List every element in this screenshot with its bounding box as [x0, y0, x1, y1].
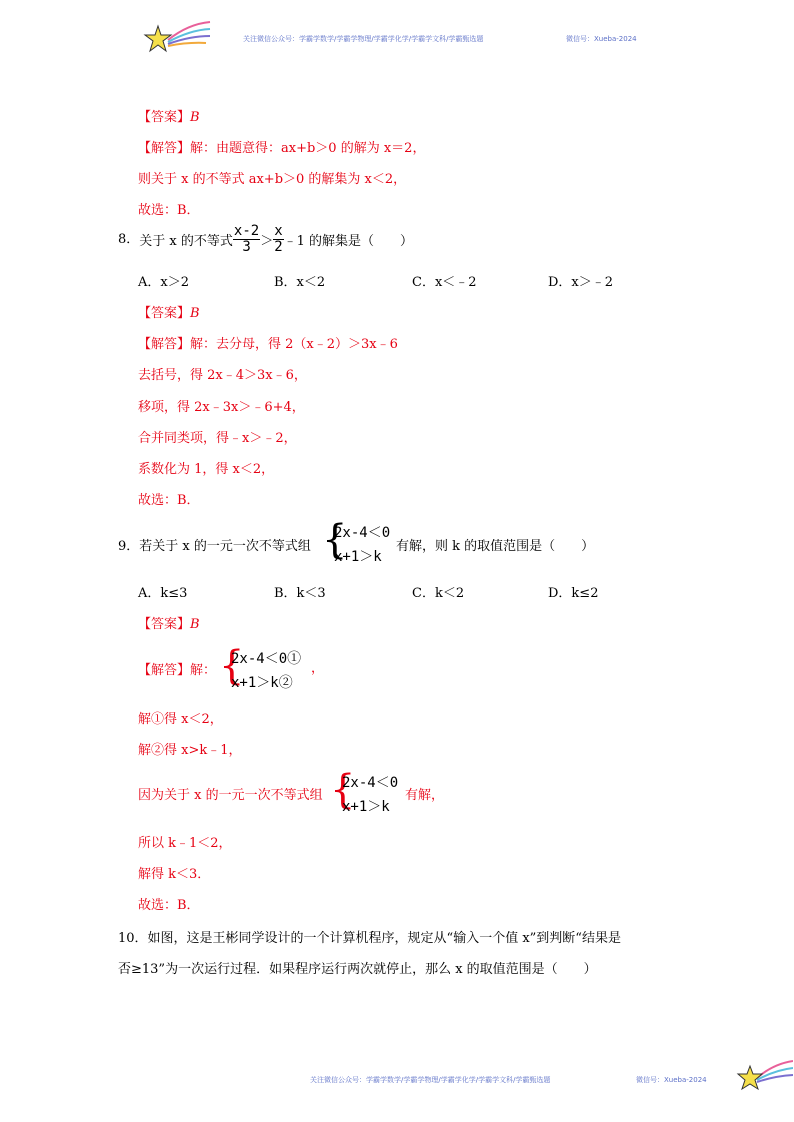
shooting-star-icon: [733, 1058, 793, 1098]
fraction-denominator: 2: [274, 239, 283, 255]
answer-letter: B: [190, 110, 200, 125]
q9-stem-a: [118, 535, 311, 554]
q8-solution-line-6: 故选：B．: [138, 493, 200, 508]
q8-option-d: D．x＞﹣2: [548, 275, 614, 290]
q9-solution-line-5: 解得 k＜3．: [138, 867, 211, 882]
fraction-2: [273, 224, 283, 255]
system-row-2: x+1＞k: [342, 799, 390, 815]
answer-tag: 【答案】: [138, 617, 191, 632]
q10-stem-line-2: 否≥13”为一次运行过程．如果程序运行两次就停止，那么 x 的取值范围是（ ）: [118, 962, 597, 977]
q7-answer-line: [138, 106, 200, 125]
header-wechat: 微信号：Xueba-2024: [566, 35, 637, 43]
stem-text: ﹣1 的解集是（ ）: [283, 234, 414, 249]
question-number: 9．: [118, 539, 140, 554]
stem-text: 如图，这是王彬同学设计的一个计算机程序，规定从“输入一个值 x”到判断“结果是: [147, 931, 621, 946]
stem-text: 关于 x 的不等式: [139, 234, 233, 249]
solution-tag: 【解答】: [138, 337, 191, 352]
system-row-1: 2x-4＜0: [334, 525, 391, 541]
system-row-1: 2x-4＜0: [342, 775, 399, 791]
q7-solution-line: [138, 137, 425, 156]
footer-wechat: 微信号：Xueba-2024: [636, 1076, 707, 1084]
q8-solution-line-2: 去括号，得 2x﹣4＞3x﹣6，: [138, 368, 307, 383]
q7-solution-line-2: 则关于 x 的不等式 ax+b＞0 的解集为 x＜2，: [138, 172, 407, 187]
q9-solution-line-4: 所以 k﹣1＜2，: [138, 836, 232, 851]
q8-solution-line-5: 系数化为 1，得 x＜2，: [138, 462, 275, 477]
q9-solution-line-6: 故选：B．: [138, 898, 200, 913]
answer-letter: B: [190, 306, 200, 321]
system-brace: {: [322, 517, 348, 563]
q9-answer-line: [138, 613, 200, 632]
shooting-star-icon: [140, 18, 212, 60]
answer-letter: B: [190, 617, 200, 632]
answer-tag: 【答案】: [138, 110, 191, 125]
q8-solution-line: [138, 333, 398, 352]
answer-tag: 【答案】: [138, 306, 191, 321]
solution-text: 解：由题意得：ax+b＞0 的解为 x＝2，: [190, 141, 426, 156]
q7-solution-line-3: 故选：B．: [138, 203, 200, 218]
q9-solution-line-3b: 有解，: [405, 788, 445, 803]
q8-option-c: C．x＜﹣2: [412, 275, 477, 290]
fraction-numerator: x: [274, 223, 283, 239]
q9-solution-line-2: 解②得 x>k﹣1，: [138, 743, 242, 758]
q9-option-a: A．k≤3: [138, 586, 188, 601]
system-brace: {: [330, 767, 356, 813]
header-text: 关注微信公众号：学霸学数学/学霸学物理/学霸学化学/学霸学文科/学霸甄选题: [243, 35, 484, 43]
q8-solution-line-3: 移项，得 2x﹣3x＞﹣6+4，: [138, 400, 305, 415]
q8-option-a: A．x＞2: [138, 275, 189, 290]
solution-tag: 【解答】: [138, 141, 191, 156]
fraction-1: [233, 224, 260, 255]
system-brace: {: [219, 643, 245, 689]
q9-stem-b: 有解，则 k 的取值范围是（ ）: [396, 539, 595, 554]
stem-text: 若关于 x 的一元一次不等式组: [139, 539, 311, 554]
system-row-2: x+1＞k: [334, 549, 382, 565]
footer-text: 关注微信公众号：学霸学数学/学霸学物理/学霸学化学/学霸学文科/学霸甄选题: [310, 1076, 551, 1084]
q8-option-b: B．x＜2: [274, 275, 326, 290]
q9-solution-line-1: 解①得 x＜2，: [138, 712, 223, 727]
system-row-2: x+1＞k②: [231, 675, 293, 691]
solution-text: 解：去分母，得 2（x﹣2）＞3x﹣6: [190, 337, 398, 352]
q8-stem: [118, 224, 413, 255]
system-comma: ，: [311, 661, 325, 676]
fraction-denominator: 3: [242, 239, 251, 255]
question-number: 10．: [118, 931, 148, 946]
header-logo: [140, 18, 212, 60]
q9-option-c: C．k＜2: [412, 586, 465, 601]
q9-option-b: B．k＜3: [274, 586, 326, 601]
q9-option-d: D．k≤2: [548, 586, 599, 601]
solution-text: 解：: [190, 663, 217, 678]
fraction-numerator: x-2: [233, 223, 260, 239]
greater-than: ＞: [260, 234, 274, 249]
question-number: 8．: [118, 232, 140, 247]
q9-solution-line-3a: 因为关于 x 的一元一次不等式组: [138, 788, 323, 803]
q9-solution-prefix: [138, 659, 216, 678]
q10-stem-line-1: [118, 927, 621, 946]
q8-answer-line: [138, 302, 200, 321]
footer-logo: [733, 1058, 793, 1098]
system-row-1: 2x-4＜0①: [231, 651, 302, 667]
solution-tag: 【解答】: [138, 663, 191, 678]
q8-solution-line-4: 合并同类项，得﹣x＞﹣2，: [138, 431, 297, 446]
